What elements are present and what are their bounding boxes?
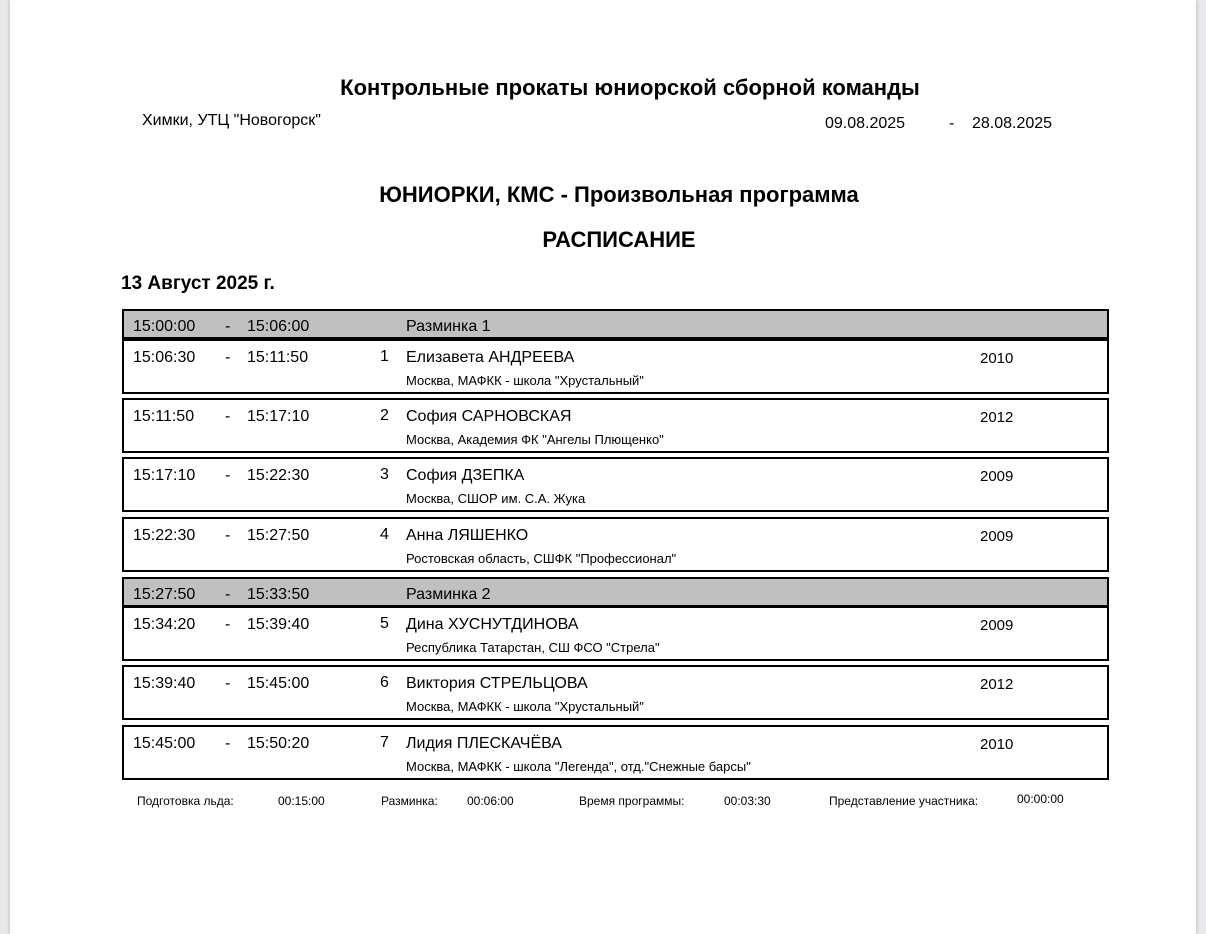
birth-year: 2009 bbox=[980, 468, 1014, 485]
location: Химки, УТЦ "Новогорск" bbox=[142, 112, 321, 129]
intro-value: 00:00:00 bbox=[1017, 792, 1064, 806]
time-separator: - bbox=[225, 586, 231, 603]
skater-row bbox=[122, 665, 1109, 720]
program-time-value: 00:03:30 bbox=[724, 794, 771, 808]
program-time-label: Время программы: bbox=[579, 794, 685, 808]
time-separator: - bbox=[225, 675, 231, 692]
time-separator: - bbox=[225, 735, 231, 752]
time-separator: - bbox=[225, 527, 231, 544]
warmup-row bbox=[122, 577, 1109, 607]
skater-club: Республика Татарстан, СШ ФСО "Стрела" bbox=[406, 640, 660, 655]
warmup-row bbox=[122, 309, 1109, 339]
start-number: 1 bbox=[380, 348, 389, 365]
document-page bbox=[10, 0, 1196, 934]
start-number: 3 bbox=[380, 466, 389, 483]
end-time: 15:22:30 bbox=[247, 467, 310, 484]
competition-title: Контрольные прокаты юниорской сборной команды bbox=[340, 75, 920, 100]
start-number: 5 bbox=[380, 615, 389, 632]
skater-row bbox=[122, 457, 1109, 512]
start-time: 15:17:10 bbox=[133, 467, 196, 484]
birth-year: 2010 bbox=[980, 736, 1014, 753]
skater-row bbox=[122, 339, 1109, 394]
end-time: 15:27:50 bbox=[247, 527, 310, 544]
date-separator: - bbox=[949, 115, 955, 132]
skater-name: София ДЗЕПКА bbox=[406, 467, 525, 484]
birth-year: 2012 bbox=[980, 409, 1014, 426]
start-time: 15:00:00 bbox=[133, 318, 196, 335]
schedule-heading: РАСПИСАНИЕ bbox=[542, 227, 696, 252]
end-time: 15:50:20 bbox=[247, 735, 310, 752]
end-time: 15:39:40 bbox=[247, 616, 310, 633]
warmup-label: Разминка 1 bbox=[406, 318, 491, 335]
start-number: 2 bbox=[380, 407, 389, 424]
skater-row bbox=[122, 725, 1109, 780]
skater-name: Виктория СТРЕЛЬЦОВА bbox=[406, 675, 588, 692]
time-separator: - bbox=[225, 467, 231, 484]
skater-club: Москва, СШОР им. С.А. Жука bbox=[406, 491, 586, 506]
skater-club: Москва, Академия ФК "Ангелы Плющенко" bbox=[406, 432, 664, 447]
time-separator: - bbox=[225, 408, 231, 425]
skater-club: Москва, МАФКК - школа "Хрустальный" bbox=[406, 699, 644, 714]
skater-name: Дина ХУСНУТДИНОВА bbox=[406, 616, 579, 633]
start-time: 15:45:00 bbox=[133, 735, 196, 752]
skater-row bbox=[122, 606, 1109, 661]
start-time: 15:39:40 bbox=[133, 675, 196, 692]
warmup-label: Разминка 2 bbox=[406, 586, 491, 603]
time-separator: - bbox=[225, 616, 231, 633]
end-time: 15:45:00 bbox=[247, 675, 310, 692]
date-from: 09.08.2025 bbox=[825, 115, 906, 132]
start-number: 6 bbox=[380, 674, 389, 691]
time-separator: - bbox=[225, 318, 231, 335]
warmup-label: Разминка: bbox=[381, 794, 438, 808]
end-time: 15:17:10 bbox=[247, 408, 310, 425]
ice-prep-label: Подготовка льда: bbox=[137, 794, 234, 808]
start-time: 15:34:20 bbox=[133, 616, 196, 633]
end-time: 15:33:50 bbox=[247, 586, 310, 603]
skater-row bbox=[122, 398, 1109, 453]
skater-name: Елизавета АНДРЕЕВА bbox=[406, 349, 575, 366]
skater-row bbox=[122, 517, 1109, 572]
start-time: 15:22:30 bbox=[133, 527, 196, 544]
skater-club: Ростовская область, СШФК "Профессионал" bbox=[406, 551, 677, 566]
birth-year: 2012 bbox=[980, 676, 1014, 693]
end-time: 15:06:00 bbox=[247, 318, 310, 335]
time-separator: - bbox=[225, 349, 231, 366]
start-number: 4 bbox=[380, 526, 389, 543]
ice-prep-value: 00:15:00 bbox=[278, 794, 325, 808]
start-time: 15:06:30 bbox=[133, 349, 196, 366]
skater-name: Лидия ПЛЕСКАЧЁВА bbox=[406, 735, 562, 752]
event-category: ЮНИОРКИ, КМС - Произвольная программа bbox=[379, 182, 859, 207]
start-number: 7 bbox=[380, 734, 389, 751]
birth-year: 2010 bbox=[980, 350, 1014, 367]
schedule-date: 13 Август 2025 г. bbox=[121, 273, 275, 294]
start-time: 15:11:50 bbox=[133, 408, 195, 425]
intro-label: Представление участника: bbox=[829, 794, 979, 808]
start-time: 15:27:50 bbox=[133, 586, 196, 603]
skater-club: Москва, МАФКК - школа "Хрустальный" bbox=[406, 373, 644, 388]
skater-name: София САРНОВСКАЯ bbox=[406, 408, 572, 425]
skater-name: Анна ЛЯШЕНКО bbox=[406, 527, 529, 544]
end-time: 15:11:50 bbox=[247, 349, 309, 366]
birth-year: 2009 bbox=[980, 617, 1014, 634]
date-to: 28.08.2025 bbox=[972, 115, 1053, 132]
warmup-value: 00:06:00 bbox=[467, 794, 514, 808]
birth-year: 2009 bbox=[980, 528, 1014, 545]
skater-club: Москва, МАФКК - школа "Легенда", отд."Снежные барсы" bbox=[406, 759, 751, 774]
